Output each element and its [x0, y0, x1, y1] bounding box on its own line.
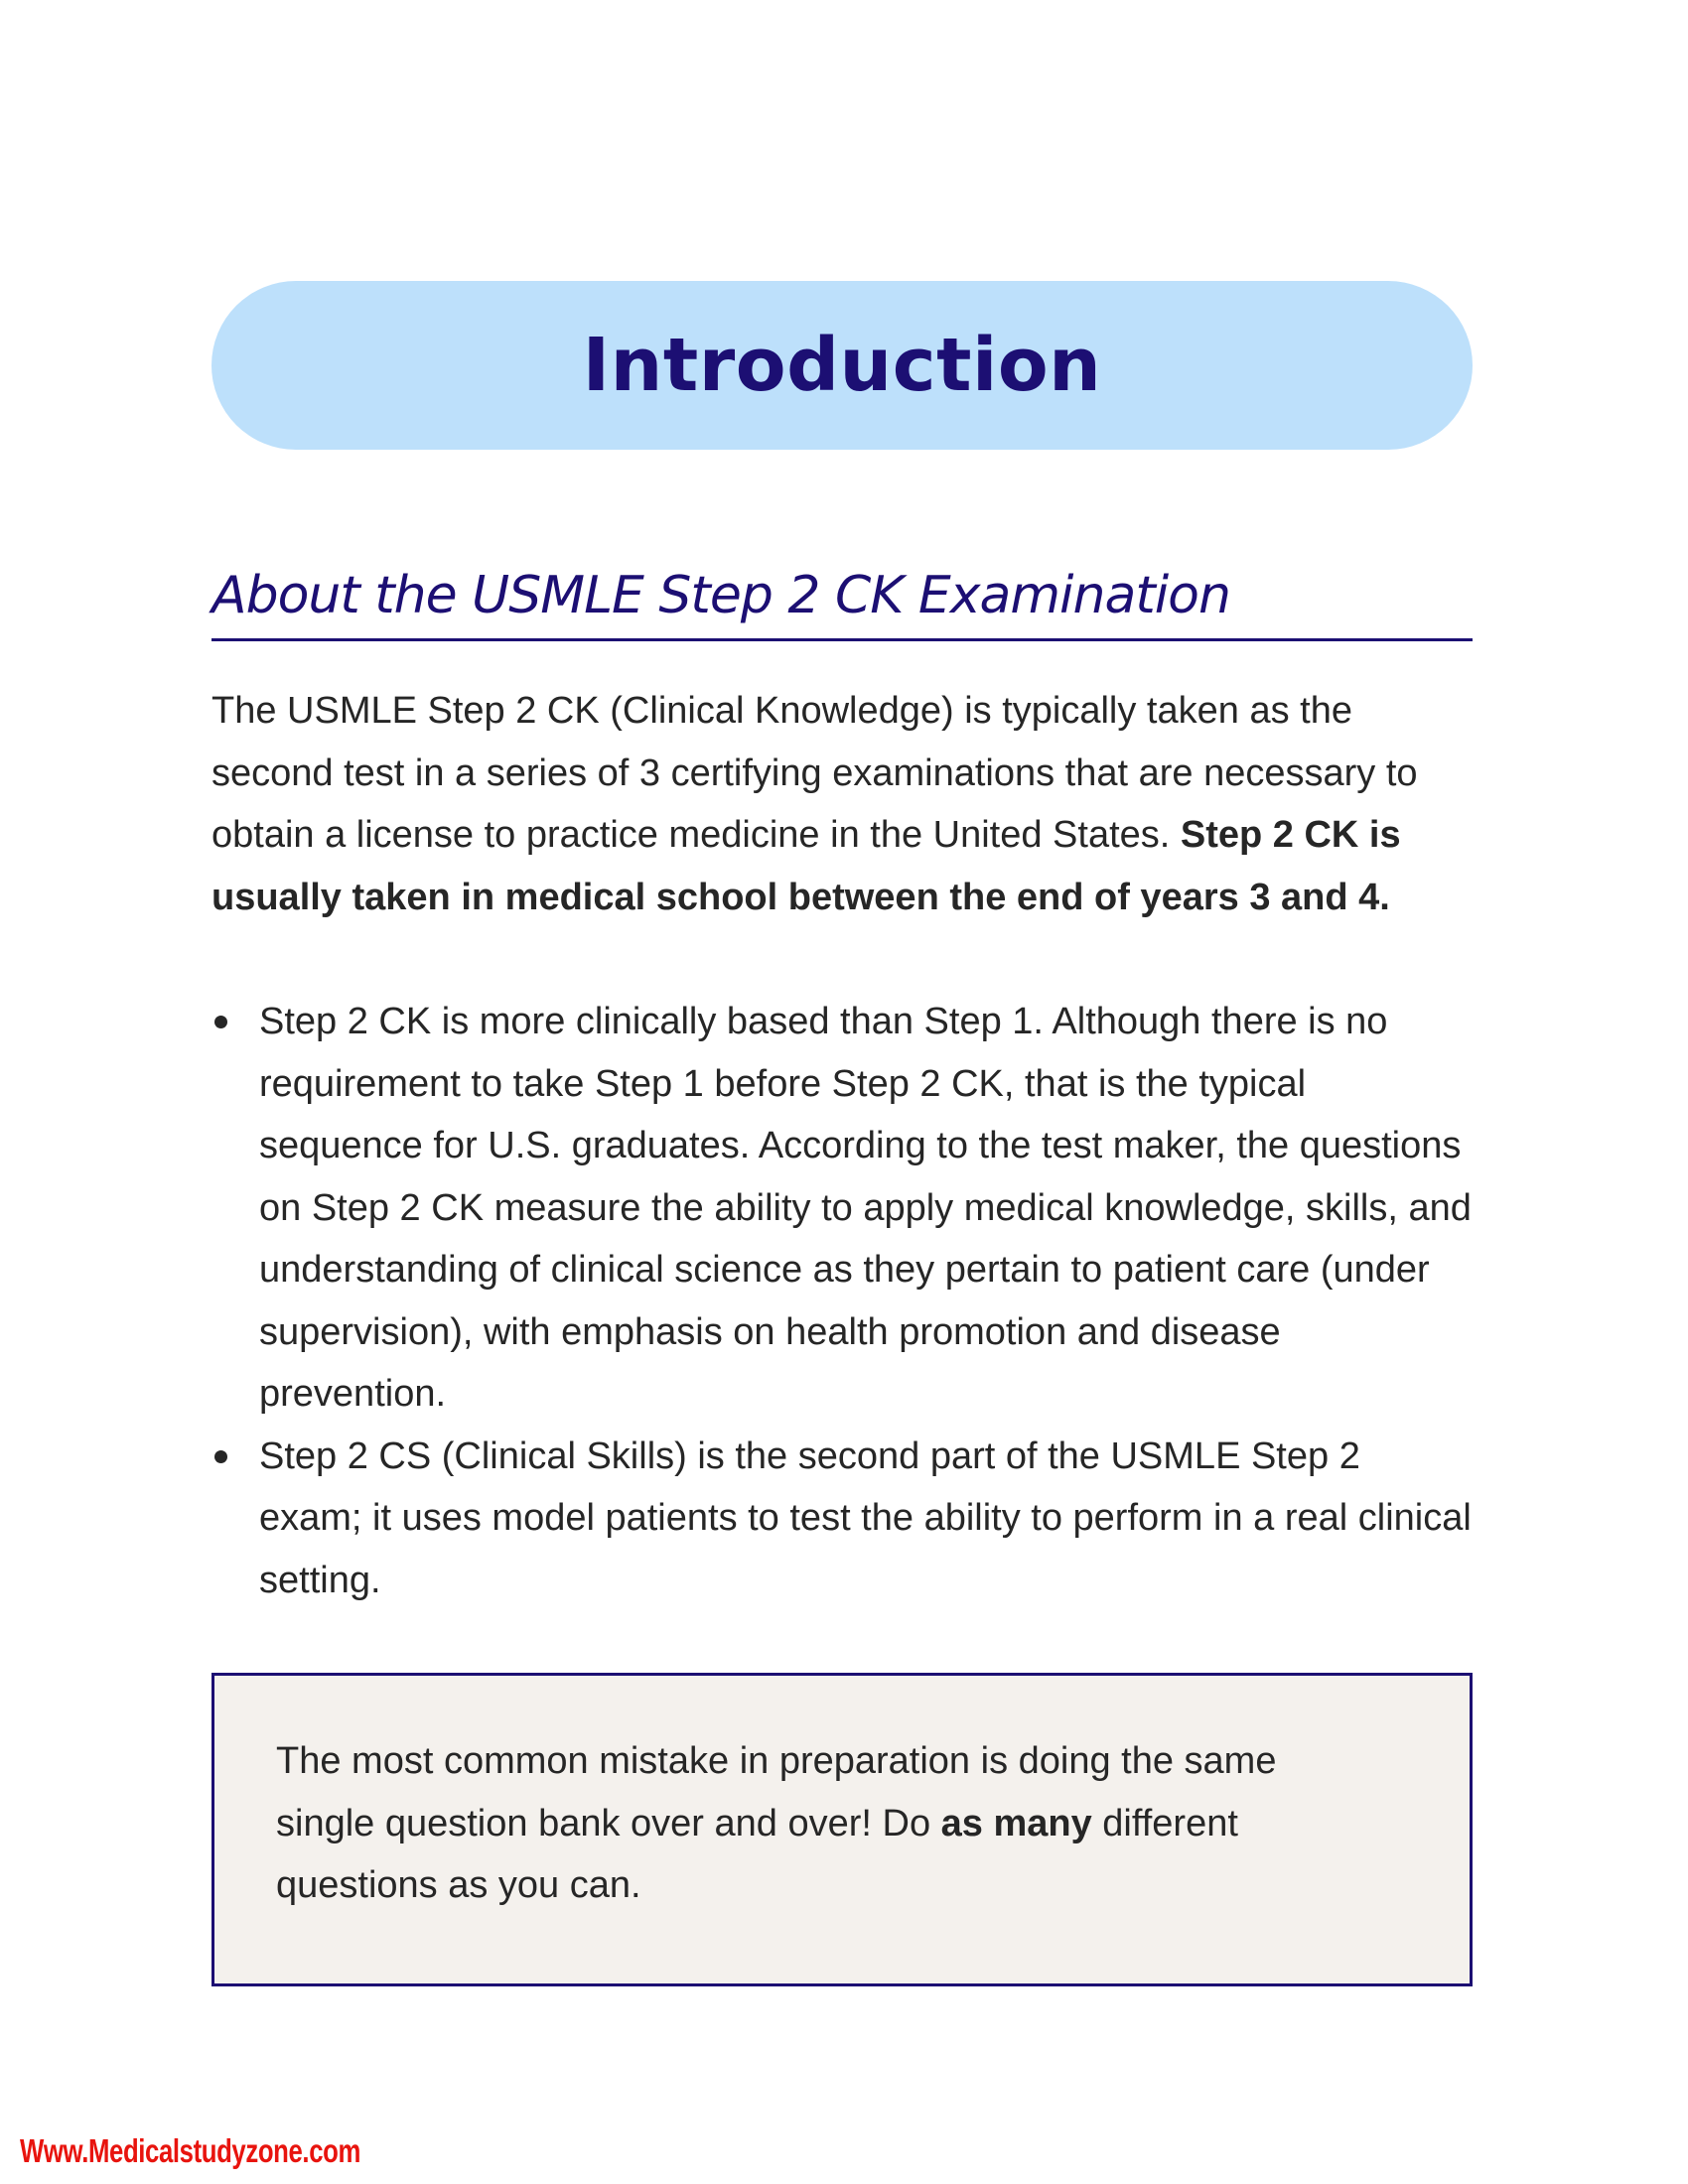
section-heading-container: [211, 556, 1473, 641]
tip-text-after: different questions as you can.: [276, 1802, 1238, 1906]
tip-box: [211, 1673, 1473, 1986]
bullet-dot-icon: [214, 1016, 227, 1028]
list-item-text: Step 2 CS (Clinical Skills) is the second part of the USMLE Step 2 exam; it uses model patients to test the ability to perform in a real clinical setting.: [259, 1434, 1472, 1601]
intro-text: The USMLE Step 2 CK (Clinical Knowledge) is typically taken as the second test in a series of 3 certifying examinations that are necessary to obtain a license to practice medicine in the United States.: [211, 690, 1418, 856]
intro-paragraph: [211, 680, 1473, 928]
list-item: [211, 991, 1473, 1426]
tip-text-bold: as many: [940, 1802, 1092, 1844]
list-item-text: Step 2 CK is more clinically based than Step 1. Although there is no requirement to take Step 1 before Step 2 CK, that is the typical sequence for U.S. graduates. According to the test maker, the questions on Step 2 CK measure the ability to apply medical knowledge, skills, and understanding of clinical science as they pertain to patient care (under supervision), with emphasis on health promotion and disease prevention.: [259, 1001, 1472, 1415]
page-title: Introduction: [582, 323, 1102, 408]
tip-text-before: The most common mistake in preparation is doing the same single question bank over and over! Do: [276, 1740, 1277, 1844]
watermark-link[interactable]: Www.Medicalstudyzone.com: [20, 2132, 360, 2169]
section-heading: About the USMLE Step 2 CK Examination: [211, 566, 1230, 625]
bullet-dot-icon: [214, 1450, 227, 1463]
tip-text: [276, 1730, 1348, 1917]
intro-bold-text: Step 2 CK is usually taken in medical school between the end of years 3 and 4.: [211, 814, 1401, 918]
bullet-list: [211, 991, 1473, 1611]
title-banner: [211, 281, 1473, 450]
list-item: [211, 1426, 1473, 1612]
